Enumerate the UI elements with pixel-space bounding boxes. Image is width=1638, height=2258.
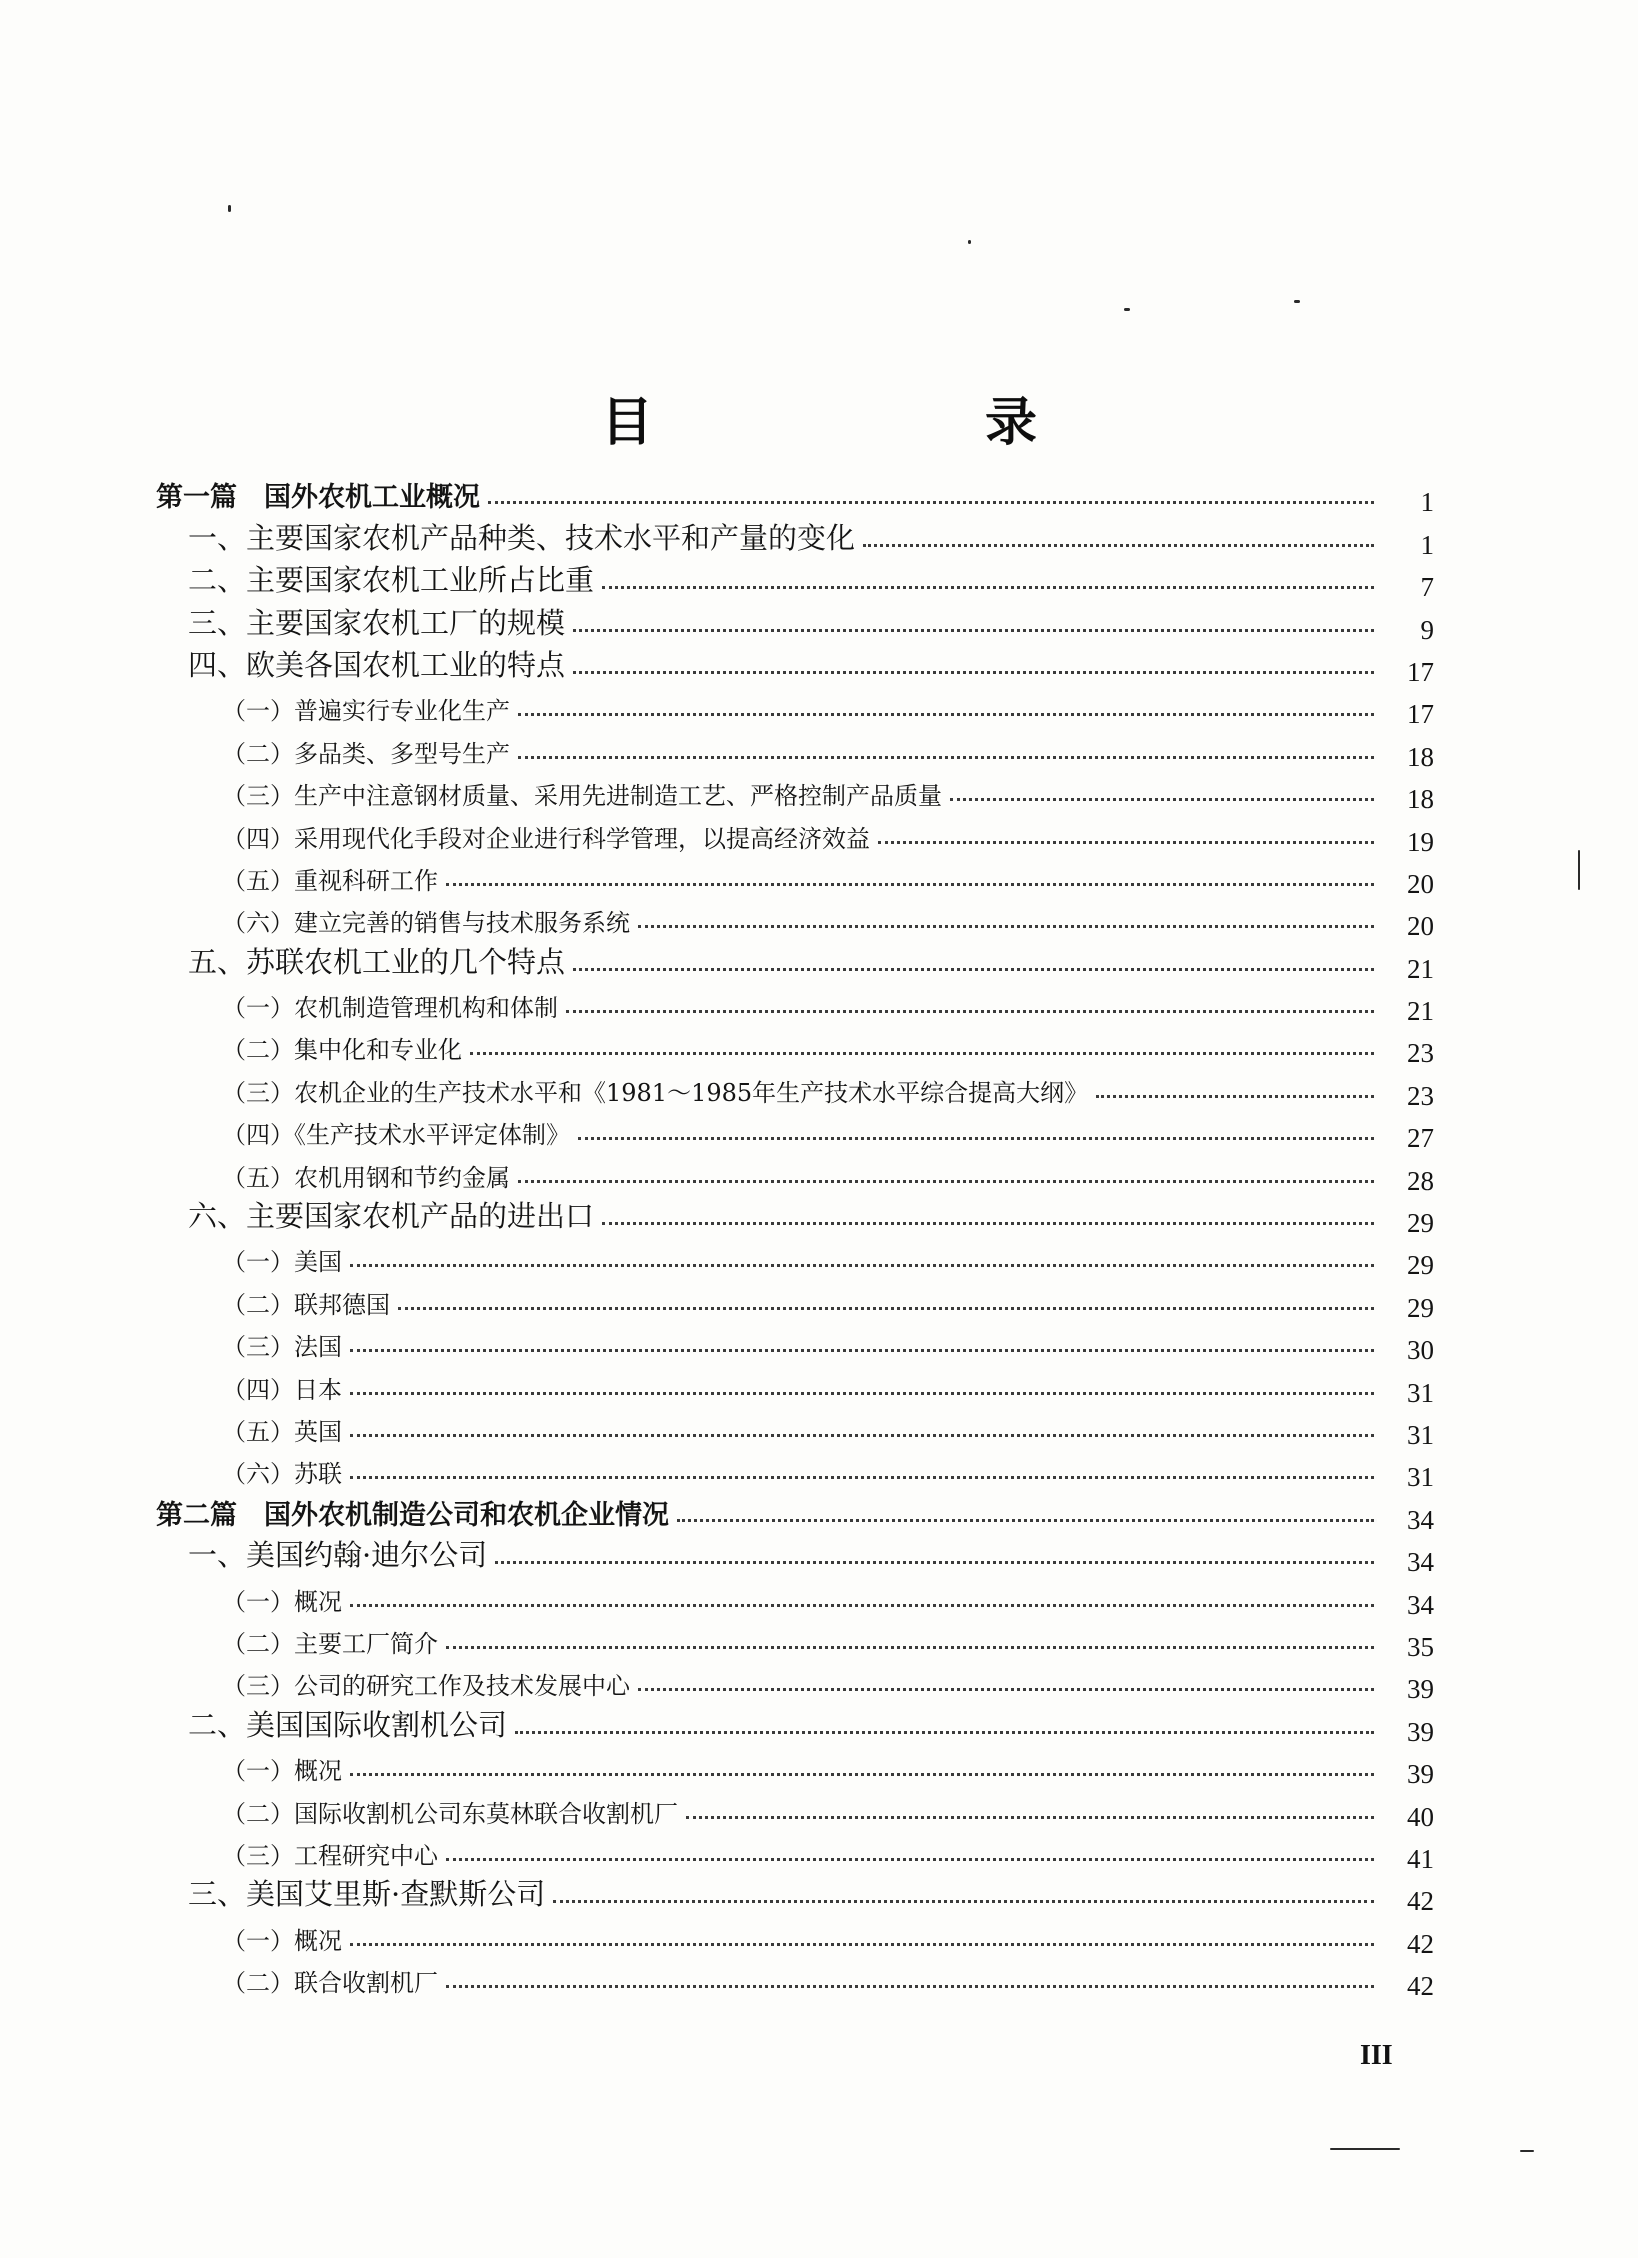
toc-section-entry[interactable] <box>0 1913 1638 1959</box>
toc-entry-label: （二）多品类、多型号生产 <box>222 739 510 768</box>
toc-entry-page: 34 <box>1407 1589 1434 1620</box>
toc-entry-page: 17 <box>1407 656 1434 687</box>
dot-leader <box>488 501 1374 504</box>
toc-section-entry[interactable] <box>0 1235 1638 1281</box>
toc-entry-label: 三、美国艾里斯·查默斯公司 <box>188 1877 546 1912</box>
toc-entry-page: 18 <box>1407 741 1434 772</box>
toc-entry-label: （三）农机企业的生产技术水平和《1981～1985年生产技术水平综合提高大纲》 <box>222 1078 1089 1107</box>
toc-chapter-entry[interactable] <box>0 557 1638 603</box>
toc-entry-page: 23 <box>1407 1080 1434 1111</box>
toc-entry-label: （一）概况 <box>222 1926 342 1955</box>
toc-section-entry[interactable] <box>0 1786 1638 1832</box>
toc-section-entry[interactable] <box>0 1065 1638 1111</box>
dot-leader <box>446 883 1374 886</box>
toc-entry-label: （一）普遍实行专业化生产 <box>222 697 510 726</box>
toc-entry-label: （一）概况 <box>222 1587 342 1616</box>
toc-section-entry[interactable] <box>0 1362 1638 1408</box>
toc-entry-label: （二）主要工厂简介 <box>222 1629 438 1658</box>
toc-section-entry[interactable] <box>0 684 1638 730</box>
dot-leader <box>495 1561 1374 1564</box>
dot-leader <box>638 1688 1374 1691</box>
toc-chapter-entry[interactable] <box>0 514 1638 560</box>
toc-entry-page: 42 <box>1407 1971 1434 2002</box>
dot-leader <box>950 798 1374 801</box>
toc-entry-page: 41 <box>1407 1843 1434 1874</box>
toc-entry-page: 20 <box>1407 911 1434 942</box>
toc-section-entry[interactable] <box>0 726 1638 772</box>
scan-speck <box>1520 2150 1534 2152</box>
toc-section-entry[interactable] <box>0 1108 1638 1154</box>
toc-section-entry[interactable] <box>0 1829 1638 1874</box>
toc-entry-page: 20 <box>1407 868 1434 899</box>
toc-entry-page: 28 <box>1407 1165 1434 1196</box>
toc-chapter-entry[interactable] <box>0 1871 1638 1917</box>
dot-leader <box>518 756 1374 759</box>
dot-leader <box>446 1858 1374 1861</box>
toc-section-entry[interactable] <box>0 1447 1638 1493</box>
scan-speck <box>1124 308 1130 311</box>
toc-entry-label: （一）农机制造管理机构和体制 <box>222 994 558 1023</box>
scan-speck <box>1294 300 1300 303</box>
dot-leader <box>446 1646 1374 1649</box>
toc-entry-page: 29 <box>1407 1292 1434 1323</box>
toc-entry-page: 42 <box>1407 1886 1434 1917</box>
dot-leader <box>350 1773 1374 1776</box>
toc-section-entry[interactable] <box>0 1617 1638 1662</box>
toc-section-entry[interactable] <box>0 1956 1638 2002</box>
toc-entry-page: 30 <box>1407 1335 1434 1366</box>
toc-section-entry[interactable] <box>0 1744 1638 1790</box>
toc-entry-page: 21 <box>1407 953 1434 984</box>
toc-entry-label: （二）集中化和专业化 <box>222 1036 462 1065</box>
dot-leader <box>515 1731 1374 1734</box>
page-number: III <box>1360 2040 1393 2071</box>
toc-entry-label: 第一篇 国外农机工业概况 <box>156 482 480 514</box>
toc-entry-label: （三）法国 <box>222 1333 342 1362</box>
toc-entry-page: 1 <box>1420 529 1434 560</box>
toc-section-entry[interactable] <box>0 1574 1638 1620</box>
dot-leader <box>573 629 1374 632</box>
toc-entry-page: 34 <box>1407 1547 1434 1578</box>
toc-entry-page: 18 <box>1407 784 1434 815</box>
dot-leader <box>350 1434 1374 1437</box>
toc-chapter-entry[interactable] <box>0 1701 1638 1747</box>
toc-entry-label: （六）建立完善的销售与技术服务系统 <box>222 909 630 938</box>
toc-entry-label: 一、主要国家农机产品种类、技术水平和产量的变化 <box>188 520 856 555</box>
toc-entry-page: 7 <box>1420 572 1434 603</box>
dot-leader <box>677 1519 1374 1522</box>
toc-entry-label: 三、主要国家农机工厂的规模 <box>188 605 566 640</box>
toc-part-entry[interactable] <box>0 1489 1638 1535</box>
toc-entry-page: 31 <box>1407 1377 1434 1408</box>
toc-entry-label: （三）生产中注意钢材质量、采用先进制造工艺、严格控制产品质量 <box>222 782 942 811</box>
toc-section-entry[interactable] <box>0 1659 1638 1705</box>
toc-entry-label: （二）联合收割机厂 <box>222 1969 438 1998</box>
toc-section-entry[interactable] <box>0 1405 1638 1450</box>
scan-speck <box>968 240 971 244</box>
toc-entry-label: （一）概况 <box>222 1757 342 1786</box>
toc-entry-label: （三）公司的研究工作及技术发展中心 <box>222 1672 630 1701</box>
dot-leader <box>518 713 1374 716</box>
toc-entry-page: 21 <box>1407 996 1434 1027</box>
toc-entry-label: 六、主要国家农机产品的进出口 <box>188 1199 595 1234</box>
toc-section-entry[interactable] <box>0 811 1638 857</box>
dot-leader <box>863 544 1374 547</box>
toc-entry-page: 29 <box>1407 1250 1434 1281</box>
toc-entry-label: 第二篇 国外农机制造公司和农机企业情况 <box>156 1499 669 1531</box>
toc-section-entry[interactable] <box>0 1277 1638 1323</box>
toc-entry-page: 19 <box>1407 826 1434 857</box>
toc-entry-label: （二）国际收割机公司东莫林联合收割机厂 <box>222 1799 678 1828</box>
toc-entry-label: 二、主要国家农机工业所占比重 <box>188 563 595 598</box>
dot-leader <box>398 1307 1374 1310</box>
toc-section-entry[interactable] <box>0 1023 1638 1069</box>
toc-section-entry[interactable] <box>0 1150 1638 1196</box>
toc-chapter-entry[interactable] <box>0 599 1638 645</box>
toc-chapter-entry[interactable] <box>0 1532 1638 1578</box>
toc-entry-label: （四）采用现代化手段对企业进行科学管理，以提高经济效益 <box>222 824 870 853</box>
toc-section-entry[interactable] <box>0 854 1638 899</box>
toc-entry-page: 23 <box>1407 1038 1434 1069</box>
toc-entry-page: 9 <box>1420 614 1434 645</box>
toc-entry-label: （四）《生产技术水平评定体制》 <box>222 1121 570 1150</box>
toc-entry-label: 五、苏联农机工业的几个特点 <box>188 944 566 979</box>
dot-leader <box>573 968 1374 971</box>
toc-entry-page: 27 <box>1407 1123 1434 1154</box>
dot-leader <box>573 671 1374 674</box>
dot-leader <box>350 1264 1374 1267</box>
toc-entry-label: （五）英国 <box>222 1417 342 1446</box>
toc-chapter-entry[interactable] <box>0 938 1638 984</box>
toc-entry-page: 42 <box>1407 1928 1434 1959</box>
dot-leader <box>578 1137 1374 1140</box>
dot-leader <box>350 1943 1374 1946</box>
toc-entry-page: 39 <box>1407 1759 1434 1790</box>
dot-leader <box>1096 1095 1374 1098</box>
toc-entry-label: （五）农机用钢和节约金属 <box>222 1163 510 1192</box>
dot-leader <box>686 1816 1374 1819</box>
toc-chapter-entry[interactable] <box>0 642 1638 687</box>
toc-section-entry[interactable] <box>0 896 1638 942</box>
dot-leader <box>350 1476 1374 1479</box>
toc-entry-label: （五）重视科研工作 <box>222 866 438 895</box>
toc-entry-label: （六）苏联 <box>222 1460 342 1489</box>
dot-leader <box>602 1222 1374 1225</box>
toc-entry-page: 31 <box>1407 1462 1434 1493</box>
toc-entry-page: 40 <box>1407 1801 1434 1832</box>
toc-entry-page: 39 <box>1407 1674 1434 1705</box>
dot-leader <box>518 1180 1374 1183</box>
dot-leader <box>446 1985 1374 1988</box>
page-title: 目 录 <box>600 393 1177 453</box>
toc-entry-page: 35 <box>1407 1631 1434 1662</box>
toc-entry-page: 34 <box>1407 1504 1434 1535</box>
scan-speck <box>1330 2148 1400 2150</box>
dot-leader <box>638 925 1374 928</box>
toc-entry-page: 39 <box>1407 1716 1434 1747</box>
toc-entry-label: 二、美国国际收割机公司 <box>188 1707 508 1742</box>
toc-chapter-entry[interactable] <box>0 1193 1638 1239</box>
toc-section-entry[interactable] <box>0 769 1638 815</box>
toc-entry-label: （四）日本 <box>222 1375 342 1404</box>
toc-entry-label: （三）工程研究中心 <box>222 1841 438 1870</box>
dot-leader <box>350 1349 1374 1352</box>
toc-entry-page: 1 <box>1420 487 1434 518</box>
dot-leader <box>878 841 1374 844</box>
toc-entry-label: 一、美国约翰·迪尔公司 <box>188 1538 488 1573</box>
toc-entry-page: 31 <box>1407 1419 1434 1450</box>
dot-leader <box>602 586 1374 589</box>
toc-part-entry[interactable] <box>0 472 1638 518</box>
dot-leader <box>350 1604 1374 1607</box>
dot-leader <box>566 1010 1374 1013</box>
dot-leader <box>350 1392 1374 1395</box>
dot-leader <box>553 1900 1374 1903</box>
dot-leader <box>470 1052 1374 1055</box>
toc-entry-page: 17 <box>1407 699 1434 730</box>
scan-speck <box>228 205 231 212</box>
toc-section-entry[interactable] <box>0 981 1638 1027</box>
toc-section-entry[interactable] <box>0 1320 1638 1366</box>
toc-entry-label: （一）美国 <box>222 1248 342 1277</box>
table-of-contents <box>0 472 1638 2002</box>
toc-entry-label: （二）联邦德国 <box>222 1290 390 1319</box>
toc-entry-label: 四、欧美各国农机工业的特点 <box>188 647 566 682</box>
toc-entry-page: 29 <box>1407 1208 1434 1239</box>
